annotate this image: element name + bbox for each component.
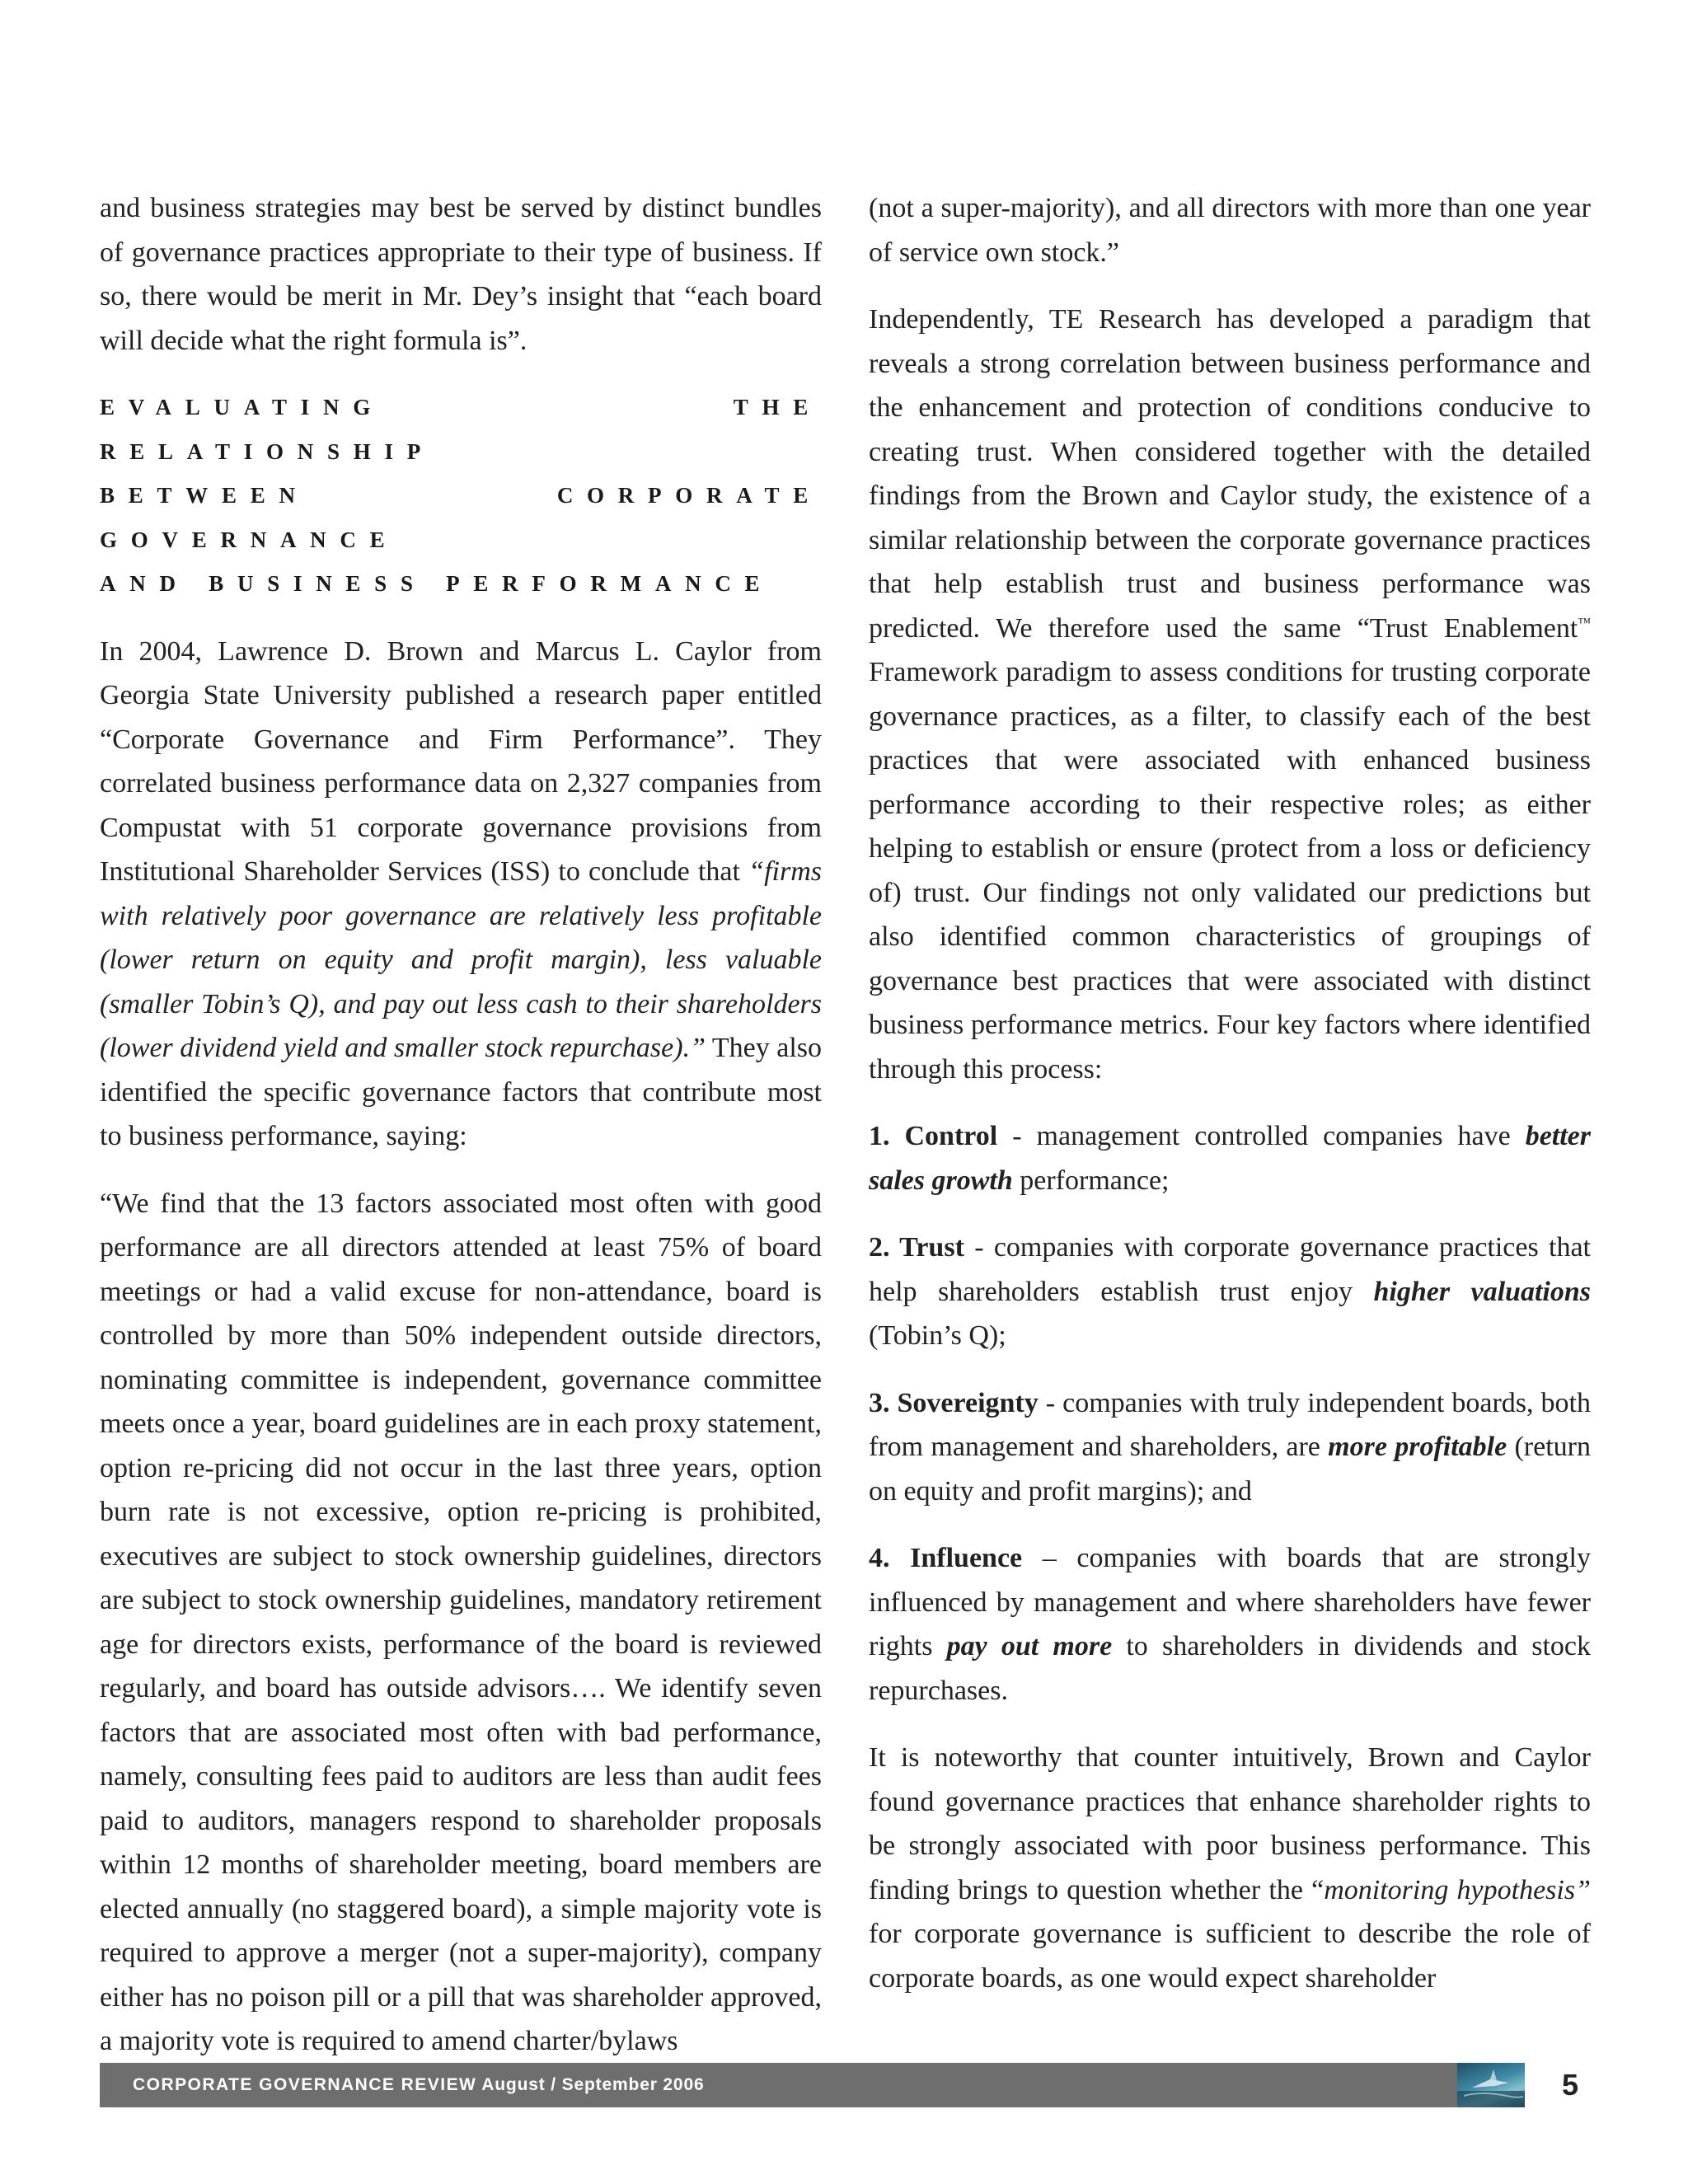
factor-item-sovereignty [869, 1381, 1591, 1514]
factor-label: 2. Trust [869, 1232, 964, 1263]
factor-text: (return on equity and profit margins); and [869, 1432, 1591, 1507]
left-paragraph-2-text: In 2004, Lawrence D. Brown and Marcus L. Caylor from Georgia State University published a research paper entitled “Corporate Governance and Firm Performance”. They correlated business performance data on 2,327 companies from Compustat with 51 corporate governance provisions from Institutional Shareholder Services (ISS) to conclude that [100, 635, 822, 887]
footer-bar [100, 2063, 1525, 2107]
issue-date: August / September 2006 [481, 2075, 705, 2094]
factor-label: 3. Sovereignty [869, 1387, 1039, 1418]
left-paragraph-2-tail: They also identified the specific governance factors that contribute most to business performance, saying: [100, 1033, 823, 1151]
right-paragraph-last-text-2: for corporate governance is sufficient to describe the role of corporate boards, as one would expect shareholder [869, 1919, 1591, 1994]
right-paragraph-2-text-2: Framework paradigm to assess conditions for trusting corporate governance practices, as a filter, to classify each of the best practices that were associated with enhanced business performance according to their respective roles; as either helping to establish or ensure (protect from a loss or deficiency of) trust. Our findings not only validated our predictions but also identified common characteristics of groupings of governance best practices that were associated with distinct business performance metrics. Four key factors where identified through this process: [869, 657, 1591, 1085]
factor-text: - management controlled companies have [997, 1121, 1526, 1151]
right-paragraph-last-text-1: It is noteworthy that counter intuitively, Brown and Caylor found governance practices that enhance shareholder rights to be strongly associated with poor business performance. This finding brings to question whether the “ [869, 1742, 1591, 1905]
trademark-symbol: ™ [1578, 616, 1591, 630]
factor-text: (Tobin’s Q); [869, 1320, 1006, 1351]
right-paragraph-2-text-1: Independently, TE Research has developed a paradigm that reveals a strong correlation between business performance and the enhancement and protection of conditions conducive to creating trust. When considered together with the detailed findings from the Brown and Caylor study, the existence of a similar relationship between the corporate governance practices that help establish trust and business performance was predicted. We therefore used the same “Trust Enablement [869, 304, 1591, 644]
section-heading-line-2: BETWEEN CORPORATE GOVERNANCE [100, 483, 822, 552]
left-paragraph-2 [100, 630, 822, 1159]
left-column [100, 186, 822, 2087]
left-paragraph-2-quote: “firms with relatively poor governance are relatively less profitable (lower return on equity and profit margin), less valuable (smaller Tobin’s Q), and pay out less cash to their shareholders (lower dividend yield and smaller stock repurchase).” [100, 856, 822, 1063]
footer-title [133, 2063, 704, 2107]
section-heading-line-3: AND BUSINESS PERFORMANCE [100, 571, 774, 596]
factor-emphasis: pay out more [946, 1631, 1113, 1661]
cover-thumbnail-image [1457, 2063, 1525, 2107]
factor-item-control [869, 1114, 1591, 1202]
section-heading [100, 386, 822, 607]
page-number: 5 [1562, 2068, 1579, 2102]
factor-text: – companies with boards that are strongly influenced by management and where shareholders have fewer rights [869, 1543, 1592, 1661]
factor-label: 4. Influence [869, 1543, 1023, 1573]
right-column [869, 186, 1591, 2023]
factor-emphasis: more profitable [1328, 1432, 1507, 1462]
section-heading-line-1: EVALUATING THE RELATIONSHIP [100, 395, 822, 464]
right-paragraph-2 [869, 298, 1591, 1091]
factor-text: performance; [1012, 1165, 1170, 1196]
factor-emphasis: higher valuations [1373, 1276, 1591, 1307]
factor-text: - companies with truly independent boards, both from management and shareholders, are [869, 1387, 1591, 1462]
right-paragraph-last [869, 1736, 1591, 2000]
factor-label: 1. Control [869, 1121, 998, 1151]
right-paragraph-last-emphasis: monitoring hypothesis” [1324, 1874, 1591, 1905]
right-paragraph-1: (not a super-majority), and all directors with more than one year of service own stock.” [869, 193, 1591, 268]
factor-item-influence [869, 1536, 1591, 1713]
publication-name: CORPORATE GOVERNANCE REVIEW [133, 2075, 477, 2094]
left-paragraph-1: and business strategies may best be served by distinct bundles of governance practices appropriate to their type of business. If so, there would be merit in Mr. Dey’s insight that “each board will decide what the right formula is”. [100, 193, 822, 356]
factor-text: to shareholders in dividends and stock repurchases. [869, 1631, 1592, 1706]
left-paragraph-3: “We find that the 13 factors associated most often with good performance are all directors attended at least 75% of board meetings or had a valid excuse for non-attendance, board is controlled by more than 50% independent outside directors, nominating committee is independent, governance committee meets once a year, board guidelines are in each proxy statement, option re-pricing did not occur in the last three years, option burn rate is not excessive, option re-pricing is prohibited, executives are subject to stock ownership guidelines, directors are subject to stock ownership guidelines, mandatory retirement age for directors exists, performance of the board is reviewed regularly, and board has outside advisors…. We identify seven factors that are associated most often with bad performance, namely, consulting fees paid to auditors are less than audit fees paid to auditors, managers respond to shareholder proposals within 12 months of shareholder meeting, board members are elected annually (no staggered board), a simple majority vote is required to approve a merger (not a super-majority), company either has no poison pill or a pill that was shareholder approved, a majority vote is required to amend charter/bylaws [100, 1188, 822, 2056]
factor-emphasis: better sales growth [869, 1121, 1591, 1196]
factor-item-trust [869, 1226, 1591, 1358]
factor-text: - companies with corporate governance practices that help shareholders establish trust enjoy [869, 1232, 1592, 1307]
